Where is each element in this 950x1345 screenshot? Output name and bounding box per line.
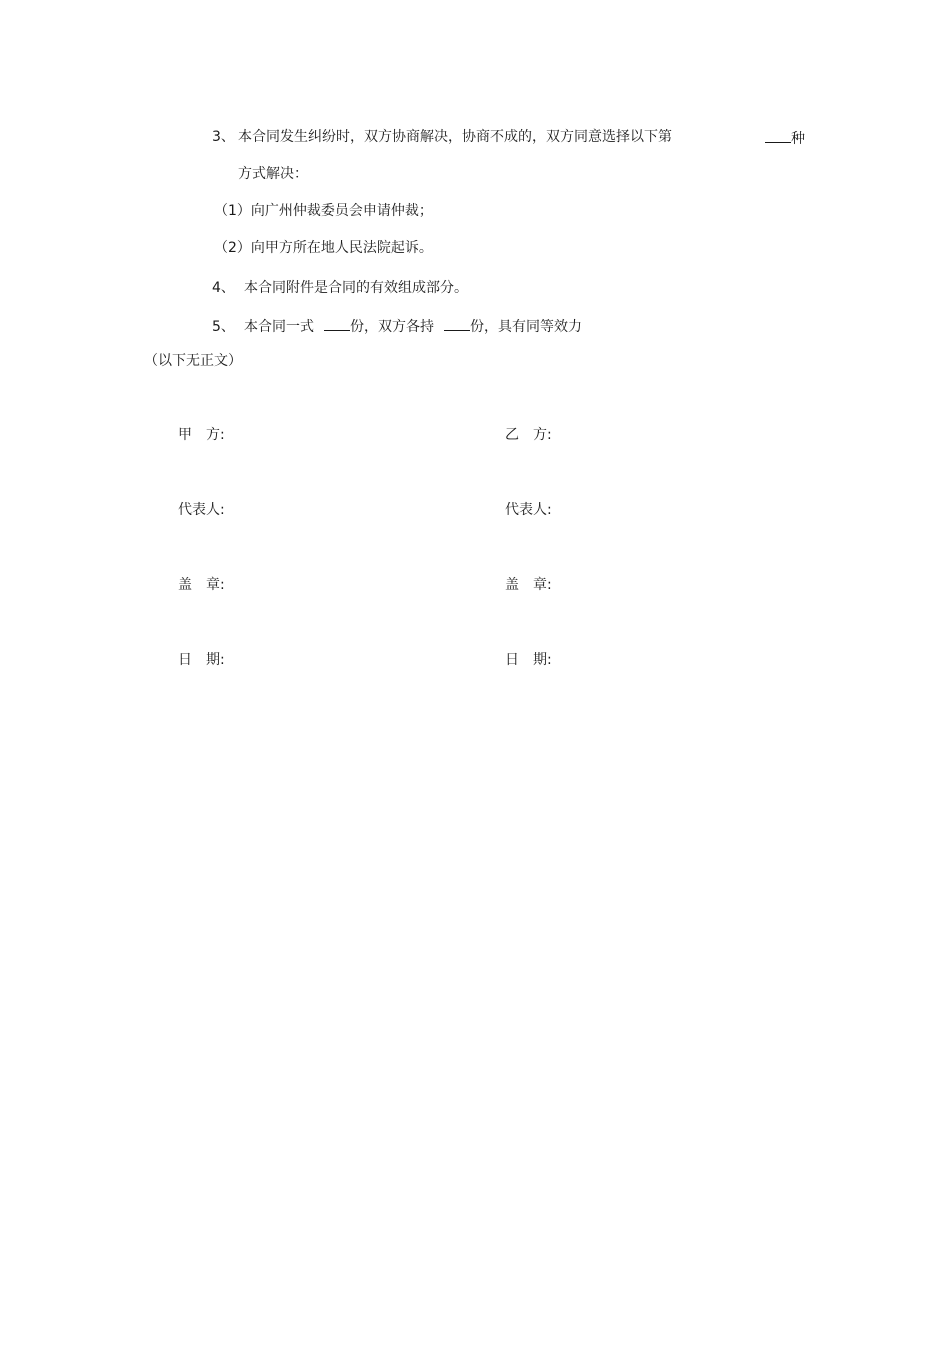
party-b-label: 乙 方: — [505, 427, 552, 443]
clause-5 — [212, 316, 582, 336]
option-2: （2）向甲方所在地人民法院起诉。 — [214, 240, 433, 256]
party-b-seal-label: 盖 章: — [505, 577, 552, 593]
clause-3-text: 本合同发生纠纷时，双方协商解决，协商不成的，双方同意选择以下第 — [238, 129, 672, 145]
copies-each-blank — [444, 316, 470, 331]
party-a-date-label: 日 期: — [178, 652, 225, 668]
clause-4-text: 本合同附件是合同的有效组成部分。 — [244, 280, 468, 296]
clause-3-choice — [765, 128, 805, 148]
party-a-representative-label: 代表人: — [178, 502, 225, 518]
clause-3-continuation: 方式解决： — [238, 166, 308, 182]
end-note: （以下无正文） — [144, 353, 242, 369]
clause-5-part-2: 份，双方各持 — [350, 319, 434, 335]
clause-5-part-3: 份，具有同等效力 — [470, 319, 582, 335]
copies-total-blank — [324, 316, 350, 331]
clause-3-tail: 种 — [791, 131, 805, 147]
clause-5-part-1: 本合同一式 — [244, 319, 314, 335]
party-a-seal-label: 盖 章: — [178, 577, 225, 593]
party-b-date-label: 日 期: — [505, 652, 552, 668]
clause-4-number: 4、 — [212, 280, 235, 296]
clause-3 — [212, 128, 672, 146]
party-b-representative-label: 代表人: — [505, 502, 552, 518]
clause-3-number: 3、 — [212, 129, 235, 145]
party-a-label: 甲 方: — [178, 427, 225, 443]
clause-3-blank — [765, 128, 791, 143]
clause-4 — [212, 279, 468, 297]
clause-5-number: 5、 — [212, 319, 235, 335]
option-1: （1）向广州仲裁委员会申请仲裁； — [214, 203, 433, 219]
